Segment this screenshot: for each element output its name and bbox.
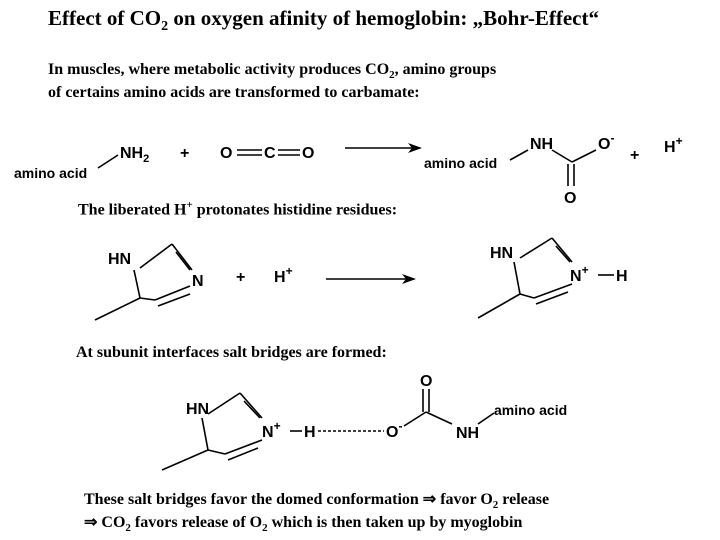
imidazolium-bond [556,246,570,262]
intro-text: In muscles, where metabolic activity produces CO [48,61,390,78]
conclusion-text-rest: release [498,491,550,508]
conclusion-text: These salt bridges favor the domed conformation [84,491,423,508]
imidazole-n: N [192,273,204,290]
imidazolium-bond [534,284,572,298]
implies-arrow-icon: ⇒ [422,491,437,508]
imidazolium-bond [244,401,260,418]
imidazole-bond [134,270,140,298]
imidazolium-bond [520,294,534,298]
imidazolium-bond [514,262,520,294]
imidazole-bond [140,298,155,300]
salt-bridge-n: N+ [262,419,281,441]
imidazolium-h: H [616,268,628,285]
side-chain-bond [162,450,208,470]
amine-label: amino acid [14,165,88,181]
side-chain-bond [95,298,140,320]
nh2-group: $NH_2$ [120,145,150,165]
title-text-rest: on oxygen afinity of hemoglobin: „Bohr-Effect“ [168,6,599,30]
carbamate-bond [426,412,452,424]
salt-bridge-h: H [304,424,316,441]
imidazolium-nh: HN [490,245,514,262]
carboxylate-oxygen-2: O- [386,419,403,441]
intro-line-2: of certains amino acids are transformed to carbamate: [48,84,420,101]
reaction-1 [14,131,683,207]
imidazolium-bond [208,393,240,414]
proton: H+ [664,134,683,156]
salt-bridge [162,373,567,470]
conclusion-text-2-mid: favors release of O [130,514,263,531]
section-2-text: The liberated H [78,201,187,219]
conclusion-subscript: 2 [492,499,499,512]
conclusion-text-2-rest: which is then taken up by myoglobin [267,514,523,531]
proton-2: H+ [274,264,293,286]
imidazolium-bond [208,450,225,454]
product-label: amino acid [424,155,498,171]
carbamate-bond [572,150,596,162]
section-2-text-rest: protonates histidine residues: [192,201,398,219]
intro-subscript: 2 [389,69,395,82]
carbamate-nh-2: NH [456,425,480,442]
imidazole-bond [158,294,190,306]
conclusion-subscript-2: 2 [125,522,131,535]
section-2-superscript: + [186,199,193,211]
intro-text-rest: , amino groups [394,61,497,78]
conclusion-text-2: CO [97,514,126,531]
imidazole-nh: HN [108,251,132,268]
plus-sign-2: + [630,147,640,164]
imidazole-bond [140,244,172,268]
carbonyl-oxygen-2: O [420,373,433,390]
imidazolium-bond [552,238,572,262]
imidazole-bond [176,252,190,270]
carbamate-bond [478,413,494,424]
carbamate-bond [510,150,528,160]
imidazolium-bond [520,238,552,258]
salt-bridge-nh: HN [186,401,210,418]
carbamate-bond [404,412,426,426]
imidazolium-n: N+ [570,263,589,285]
co2-oxygen-left: O [220,145,233,162]
implies-arrow-icon: ⇒ [84,514,98,531]
co2-carbon: C [264,145,276,162]
imidazolium-bond [240,393,262,418]
imidazolium-bond [225,440,262,454]
amine-bond [98,155,118,168]
co2-oxygen-right: O [302,145,315,162]
title-text: Effect of CO [48,6,162,30]
conclusion-text-mid: favor O [436,491,493,508]
salt-bridge-label: amino acid [494,402,568,418]
imidazolium-bond [536,292,568,304]
imidazolium-bond [202,418,208,450]
carbamate-bond [552,150,572,162]
carbonyl-oxygen: O [564,190,577,207]
reaction-2 [95,238,628,320]
carboxylate-oxygen: O- [598,131,615,153]
title-subscript: 2 [161,19,169,35]
imidazole-bond [155,286,190,300]
plus-sign-3: + [236,269,246,286]
imidazolium-bond [228,448,258,460]
plus-sign: + [180,145,190,162]
conclusion-subscript-3: 2 [262,522,268,535]
imidazole-bond [172,244,192,270]
section-3-heading: At subunit interfaces salt bridges are formed: [76,344,387,361]
side-chain-bond [478,294,520,318]
carbamate-nh: NH [530,136,554,153]
